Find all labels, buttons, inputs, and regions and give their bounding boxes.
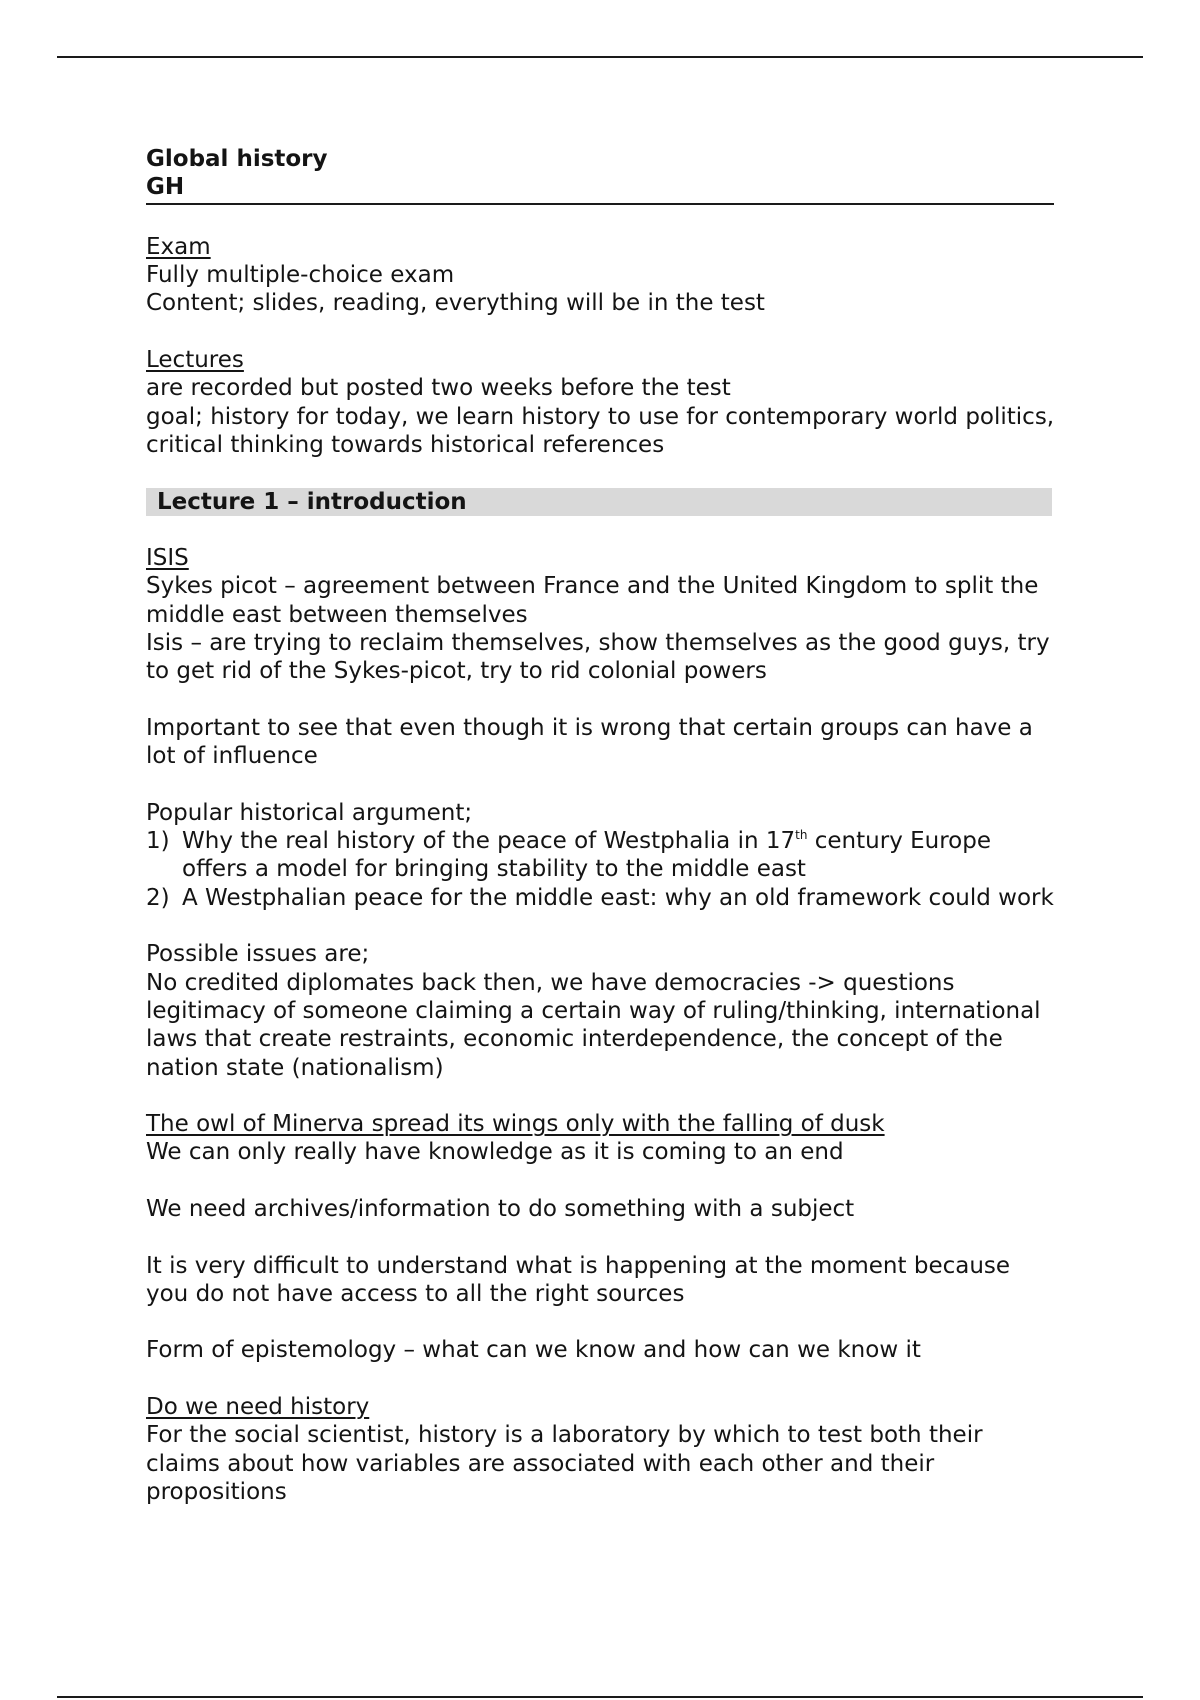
ordinal-suffix: th [795, 828, 808, 843]
isis-line: Isis – are trying to reclaim themselves, show themselves as the good guys, try to get rid of the Sykes-picot, try to rid colonial powers [146, 630, 1050, 685]
list-item [146, 884, 1056, 912]
section-heading-need-history: Do we need history [146, 1394, 370, 1421]
spacer [146, 459, 1056, 487]
spacer [146, 1167, 1056, 1195]
document-subtitle: GH [146, 174, 185, 201]
difficult-paragraph: It is very difficult to understand what is happening at the moment because you do not have access to all the right sources [146, 1252, 1011, 1307]
archives-paragraph: We need archives/information to do something with a subject [146, 1195, 855, 1222]
spacer [146, 1082, 1056, 1110]
document-title-block [146, 145, 1054, 205]
need-history-text: For the social scientist, history is a laboratory by which to test both their claims about how variables are associated with each other and their propositions [146, 1422, 983, 1505]
section-exam [146, 233, 1056, 318]
spacer [146, 1308, 1056, 1336]
section-lectures [146, 346, 1056, 459]
exam-line: Fully multiple-choice exam [146, 262, 455, 289]
list-item [146, 827, 1056, 884]
list-item-number: 2) [146, 884, 170, 911]
spacer [146, 686, 1056, 714]
spacer [146, 516, 1056, 544]
epistemology-paragraph: Form of epistemology – what can we know and how can we know it [146, 1337, 921, 1364]
page-footer-rule [57, 1696, 1143, 1698]
section-need-history [146, 1393, 1056, 1506]
spacer [146, 912, 1056, 940]
list-item-text: Why the real history of the peace of Westphalia in 17 [182, 828, 796, 855]
page-header-rule [57, 56, 1143, 58]
issues-text: No credited diplomates back then, we have democracies -> questions legitimacy of someone claiming a certain way of ruling/thinking, international laws that create restraints, economic interdependence, the concept of the nation state (nationalism) [146, 969, 1041, 1081]
list-item-text: century Europe offers a model for bringing stability to the middle east [182, 828, 991, 883]
section-owl-of-minerva [146, 1110, 1056, 1167]
section-heading-exam: Exam [146, 233, 211, 260]
owl-text: We can only really have knowledge as it is coming to an end [146, 1139, 844, 1166]
section-heading-owl: The owl of Minerva spread its wings only with the falling of dusk [146, 1111, 885, 1138]
lectures-line: are recorded but posted two weeks before the test [146, 375, 731, 402]
document-body [146, 145, 1056, 1506]
spacer [146, 205, 1056, 233]
section-popular-argument [146, 799, 1056, 912]
lecture-heading-bar: Lecture 1 – introduction [146, 488, 1052, 516]
issues-intro: Possible issues are; [146, 941, 370, 968]
lectures-line: goal; history for today, we learn history to use for contemporary world politics, critical thinking towards historical references [146, 403, 1055, 458]
section-heading-lectures: Lectures [146, 347, 244, 374]
section-issues [146, 940, 1056, 1081]
important-paragraph: Important to see that even though it is wrong that certain groups can have a lot of influence [146, 714, 1033, 770]
popular-argument-intro: Popular historical argument; [146, 799, 473, 826]
spacer [146, 318, 1056, 346]
spacer [146, 771, 1056, 799]
isis-line: Sykes picot – agreement between France and the United Kingdom to split the middle east between themselves [146, 573, 1039, 628]
spacer [146, 1365, 1056, 1393]
spacer [146, 1223, 1056, 1251]
section-heading-isis: ISIS [146, 545, 189, 572]
list-item-number: 1) [146, 828, 170, 855]
section-isis [146, 544, 1056, 685]
document-title: Global history [146, 146, 328, 172]
argument-list [146, 827, 1056, 912]
exam-line: Content; slides, reading, everything will be in the test [146, 290, 765, 317]
list-item-text: A Westphalian peace for the middle east: why an old framework could work [182, 884, 1054, 911]
